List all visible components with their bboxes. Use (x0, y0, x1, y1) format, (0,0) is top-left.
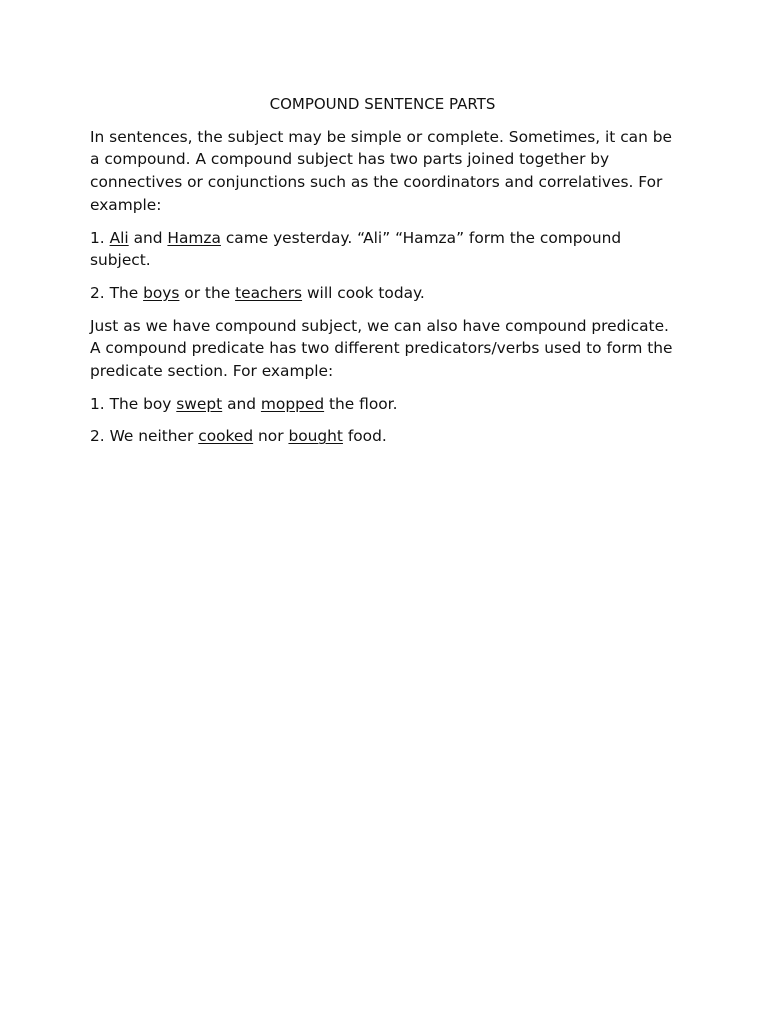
example-prefix: 2. The (90, 283, 144, 302)
subject-example-2 (90, 282, 675, 305)
underlined-predicate-word: swept (176, 394, 223, 413)
underlined-predicate-word: bought (288, 427, 343, 446)
example-connector: and (222, 394, 261, 413)
intro-paragraph: In sentences, the subject may be simple or complete. Sometimes, it can be a compound. A compound subject has two parts joined together by connectives or conjunctions such as the coordinators and correlatives. For example: (90, 127, 673, 214)
example-suffix: food. (342, 427, 387, 446)
document-content (90, 93, 675, 458)
example-prefix: 1. (90, 228, 110, 247)
underlined-subject-word: boys (143, 283, 180, 302)
example-connector: or the (179, 283, 236, 302)
example-suffix: will cook today. (302, 283, 425, 302)
example-connector: nor (253, 427, 289, 446)
document-title: COMPOUND SENTENCE PARTS (269, 95, 496, 113)
example-connector: and (128, 228, 168, 247)
predicate-example-2 (90, 425, 675, 448)
example-suffix: came yesterday. “Ali” “Hamza” form the compound subject. (90, 228, 622, 270)
example-prefix: 2. We neither (90, 427, 199, 446)
underlined-subject-word: teachers (235, 283, 303, 302)
underlined-subject-word: Hamza (167, 228, 221, 247)
subject-example-1 (90, 227, 675, 272)
example-suffix: the floor. (324, 394, 398, 413)
example-prefix: 1. The boy (90, 394, 177, 413)
predicate-example-1 (90, 393, 675, 416)
predicate-paragraph: Just as we have compound subject, we can also have compound predicate. A compound predicate has two different predicators/verbs used to form the predicate section. For example: (90, 316, 673, 381)
underlined-predicate-word: mopped (260, 394, 325, 413)
underlined-subject-word: Ali (109, 228, 129, 247)
underlined-predicate-word: cooked (198, 427, 254, 446)
